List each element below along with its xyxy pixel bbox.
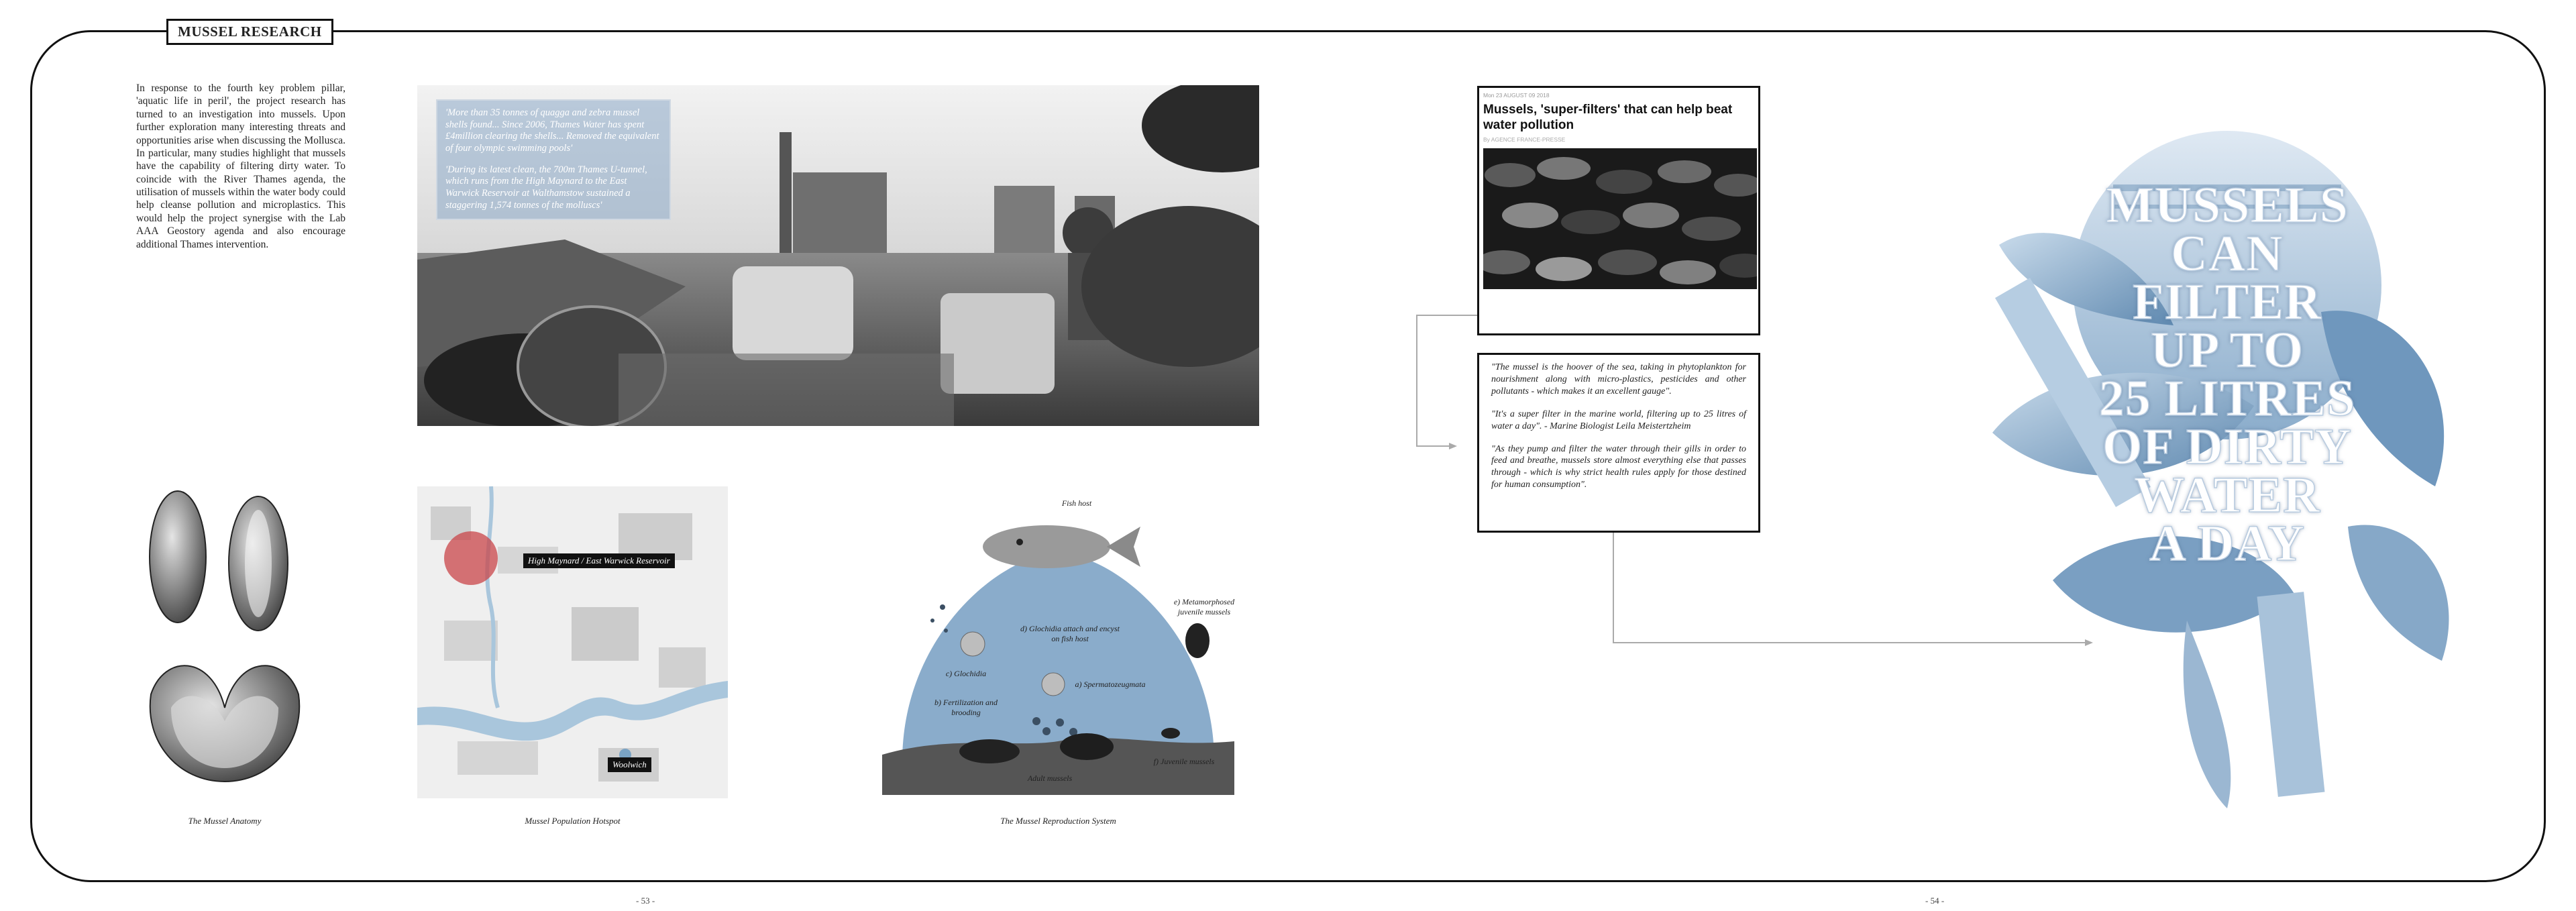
photo-quote-2: 'During its latest clean, the 700m Thames U-tunnel, which runs from the High Maynard to the East Warwick Reservoir at Walthamstow sustained a staggering 1,574 tonnes of the molluscs' xyxy=(445,164,647,211)
mussel-anatomy-illustration xyxy=(138,486,312,795)
label-glochidia: c) Glochidia xyxy=(945,669,987,678)
mussel-shells-icon xyxy=(138,486,312,795)
poster-headline xyxy=(2086,177,2368,572)
reproduction-graphic xyxy=(882,493,1234,795)
label-juvenile: f) Juvenile mussels xyxy=(1153,757,1215,766)
expert-quote-2: "It's a super filter in the marine world, filtering up to 25 litres of water a day". - Marine Biologist Leila Meistertzheim xyxy=(1491,409,1746,431)
caption-map: Mussel Population Hotspot xyxy=(525,816,621,826)
page-number-left: - 53 - xyxy=(636,896,655,906)
poster-line-2: CAN xyxy=(2171,225,2284,282)
poster-line-5: 25 LITRES xyxy=(2098,370,2356,427)
label-metamorphosed: e) Metamorphosed juvenile mussels xyxy=(1173,597,1235,617)
article-headline: Mussels, 'super-filters' that can help beat water pollution xyxy=(1483,103,1733,132)
map-graphic xyxy=(417,486,728,798)
expert-quote-1: "The mussel is the hoover of the sea, taking in phytoplankton for nourishment along with micro-plastics, pesticides and other pollutants - which makes it an excellent gauge". xyxy=(1491,362,1746,396)
poster-line-3: FILTER xyxy=(2133,274,2322,330)
mussel-pile-photo xyxy=(1483,148,1757,289)
caption-reproduction: The Mussel Reproduction System xyxy=(1000,816,1116,826)
photo-quote-box xyxy=(436,99,671,220)
mussel-pile-illustration xyxy=(1483,148,1757,289)
photo-quote-1: 'More than 35 tonnes of quagga and zebra mussel shells found... Since 2006, Thames Water has spent £4million clearing the shells... Removed the equivalent of four olympic swimming pools' xyxy=(445,107,659,154)
expert-quotes-box xyxy=(1477,353,1760,533)
expert-quote-3: "As they pump and filter the water through their gills in order to feed and breathe, mussels store almost everything else that passes through - which is why strict health rules apply for those destined for human consumption". xyxy=(1491,443,1746,490)
poster-line-1: MUSSELS xyxy=(2106,177,2349,233)
poster-line-8: A DAY xyxy=(2149,515,2306,572)
population-hotspot-map xyxy=(417,486,728,798)
news-article-clip xyxy=(1477,86,1760,335)
map-label-reservoir: High Maynard / East Warwick Reservoir xyxy=(523,553,675,568)
label-fertilization: b) Fertilization and brooding xyxy=(934,698,998,717)
article-byline: By AGENCE FRANCE-PRESSE xyxy=(1483,136,1566,143)
intro-paragraph: In response to the fourth key problem pillar, 'aquatic life in peril', the project research has turned to an investigation into mussels. Upon further exploration many interesting threats and opportunities arise when discussing the Mollusca. In particular, many studies highlight that mussels have the capability of filtering dirty water. To coincide with the River Thames agenda, the utilisation of mussels within the water body could help cleanse pollution and microplastics. This would help the project synergise with the Lab AAA Geostory agenda and also encourage additional Thames intervention. xyxy=(136,83,345,250)
page-number-right: - 54 - xyxy=(1925,896,1945,906)
section-title: MUSSEL RESEARCH xyxy=(166,19,333,45)
poster-line-6: OF DIRTY xyxy=(2102,419,2352,475)
label-adult: Adult mussels xyxy=(1027,773,1073,783)
poster-line-7: WATER xyxy=(2133,467,2321,523)
label-glochidia-attach: d) Glochidia attach and encyst on fish host xyxy=(1020,624,1120,643)
caption-anatomy: The Mussel Anatomy xyxy=(188,816,262,826)
article-date: Mon 23 AUGUST 09 2018 xyxy=(1483,92,1550,99)
reproduction-diagram xyxy=(882,493,1234,795)
label-spermatozeugmata: a) Spermatozeugmata xyxy=(1075,680,1146,689)
label-fish-host: Fish host xyxy=(1061,498,1092,508)
poster-line-4: UP TO xyxy=(2150,322,2304,378)
map-label-woolwich: Woolwich xyxy=(608,757,651,772)
